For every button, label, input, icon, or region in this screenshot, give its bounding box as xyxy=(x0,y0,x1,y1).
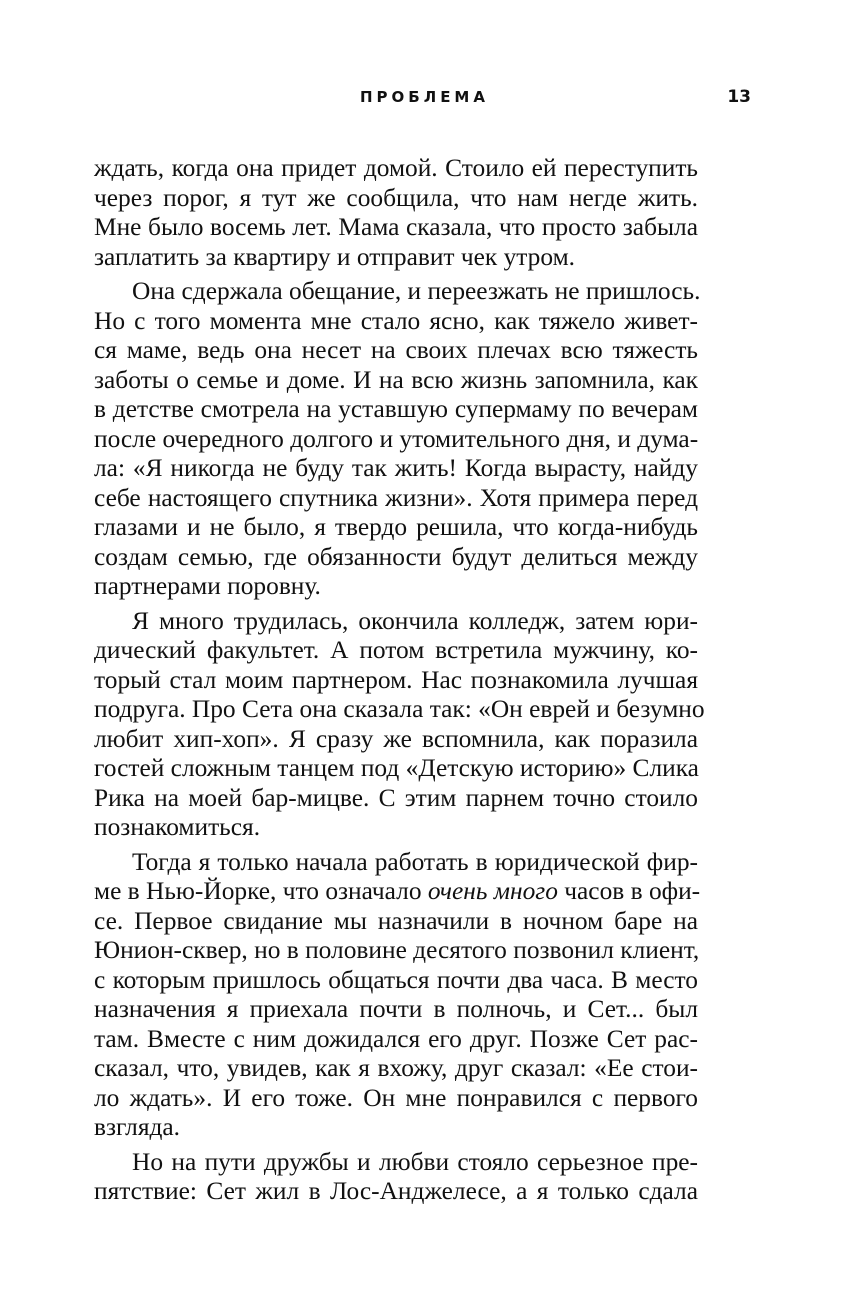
text-line: ло ждать». И его тоже. Он мне понравился с первого xyxy=(94,1083,698,1112)
body-text xyxy=(94,154,705,1207)
text-line: Мне было восемь лет. Мама сказала, что просто забыла xyxy=(94,213,698,241)
emphasis-text: очень много xyxy=(427,877,558,905)
text-line: через порог, я тут же сообщила, что нам негде жить. xyxy=(94,183,698,212)
text-segment: ме в Нью-Йорке, что означало xyxy=(94,877,422,905)
running-header xyxy=(92,84,757,110)
text-line: партнерами поровну. xyxy=(94,572,321,600)
text-line-with-emphasis xyxy=(94,877,701,907)
paragraph-4 xyxy=(94,847,701,1143)
text-line: сказал, что, увидев, как я вхожу, друг сказал: «Ее стои- xyxy=(94,1054,698,1082)
text-line: заплатить за квартиру и отправит чек утром. xyxy=(94,242,576,271)
text-line: дический факультет. А потом встретила мужчину, ко- xyxy=(94,636,698,664)
text-line: гостей сложным танцем под «Детскую историю» Слика xyxy=(94,754,699,782)
text-line: ся маме, ведь она несет на своих плечах всю тяжесть xyxy=(94,336,698,364)
text-line: торый стал моим партнером. Нас познакомила лучшая xyxy=(94,665,698,694)
text-line: Но с того момента мне стало ясно, как тяжело живет- xyxy=(94,306,698,335)
text-line: в детстве смотрела на уставшую супермаму по вечерам xyxy=(94,395,698,423)
text-line: создам семью, где обязанности будут делиться между xyxy=(94,542,698,571)
text-line: Но на пути дружбы и любви стояло серьезное пре- xyxy=(132,1147,698,1176)
text-line: взгляда. xyxy=(94,1113,181,1141)
text-line: познакомиться. xyxy=(94,813,261,841)
text-line: Юнион-сквер, но в половине десятого позвонил клиент, xyxy=(94,936,700,964)
text-line: Тогда я только начала работать в юридической фир- xyxy=(132,847,698,876)
text-line: Я много трудилась, окончила колледж, затем юри- xyxy=(132,606,698,635)
text-line: любит хип-хоп». Я сразу же вспомнила, как поразила xyxy=(94,724,698,753)
text-line: Она сдержала обещание, и переезжать не пришлось. xyxy=(132,277,701,305)
paragraph-3 xyxy=(94,606,705,843)
paragraph-2 xyxy=(94,277,701,602)
text-line: после очередного долгого и утомительного дня, и дума- xyxy=(94,424,699,453)
text-line: с которым пришлось общаться почти два часа. В место xyxy=(94,965,698,994)
text-segment: часов в офи- xyxy=(564,877,701,905)
text-line: себе настоящего спутника жизни». Хотя примера перед xyxy=(94,483,698,512)
text-line: се. Первое свидание мы назначили в ночном баре на xyxy=(94,906,698,935)
text-line: подруга. Про Сета она сказала так: «Он еврей и безумно xyxy=(94,695,705,723)
text-line: заботы о семье и доме. И на всю жизнь запомнила, как xyxy=(94,365,698,394)
text-line: пятствие: Сет жил в Лос-Анджелесе, а я только сдала xyxy=(94,1177,698,1205)
text-line: там. Вместе с ним дожидался его друг. Позже Сет рас- xyxy=(94,1024,698,1053)
paragraph-1 xyxy=(94,154,698,272)
text-line: глазами и не было, я твердо решила, что когда-нибудь xyxy=(94,513,698,541)
paragraph-5 xyxy=(94,1148,698,1207)
text-line: Рика на моей бар-мицве. С этим парнем точно стоило xyxy=(94,783,698,812)
text-line: ла: «Я никогда не буду так жить! Когда вырасту, найду xyxy=(94,454,698,482)
text-line: назначения я приехала почти в полночь, и Сет... был xyxy=(94,995,698,1023)
page-number: 13 xyxy=(727,87,751,107)
running-title: ПРОБЛЕМА xyxy=(360,88,489,106)
text-line: ждать, когда она придет домой. Стоило ей переступить xyxy=(94,154,698,182)
